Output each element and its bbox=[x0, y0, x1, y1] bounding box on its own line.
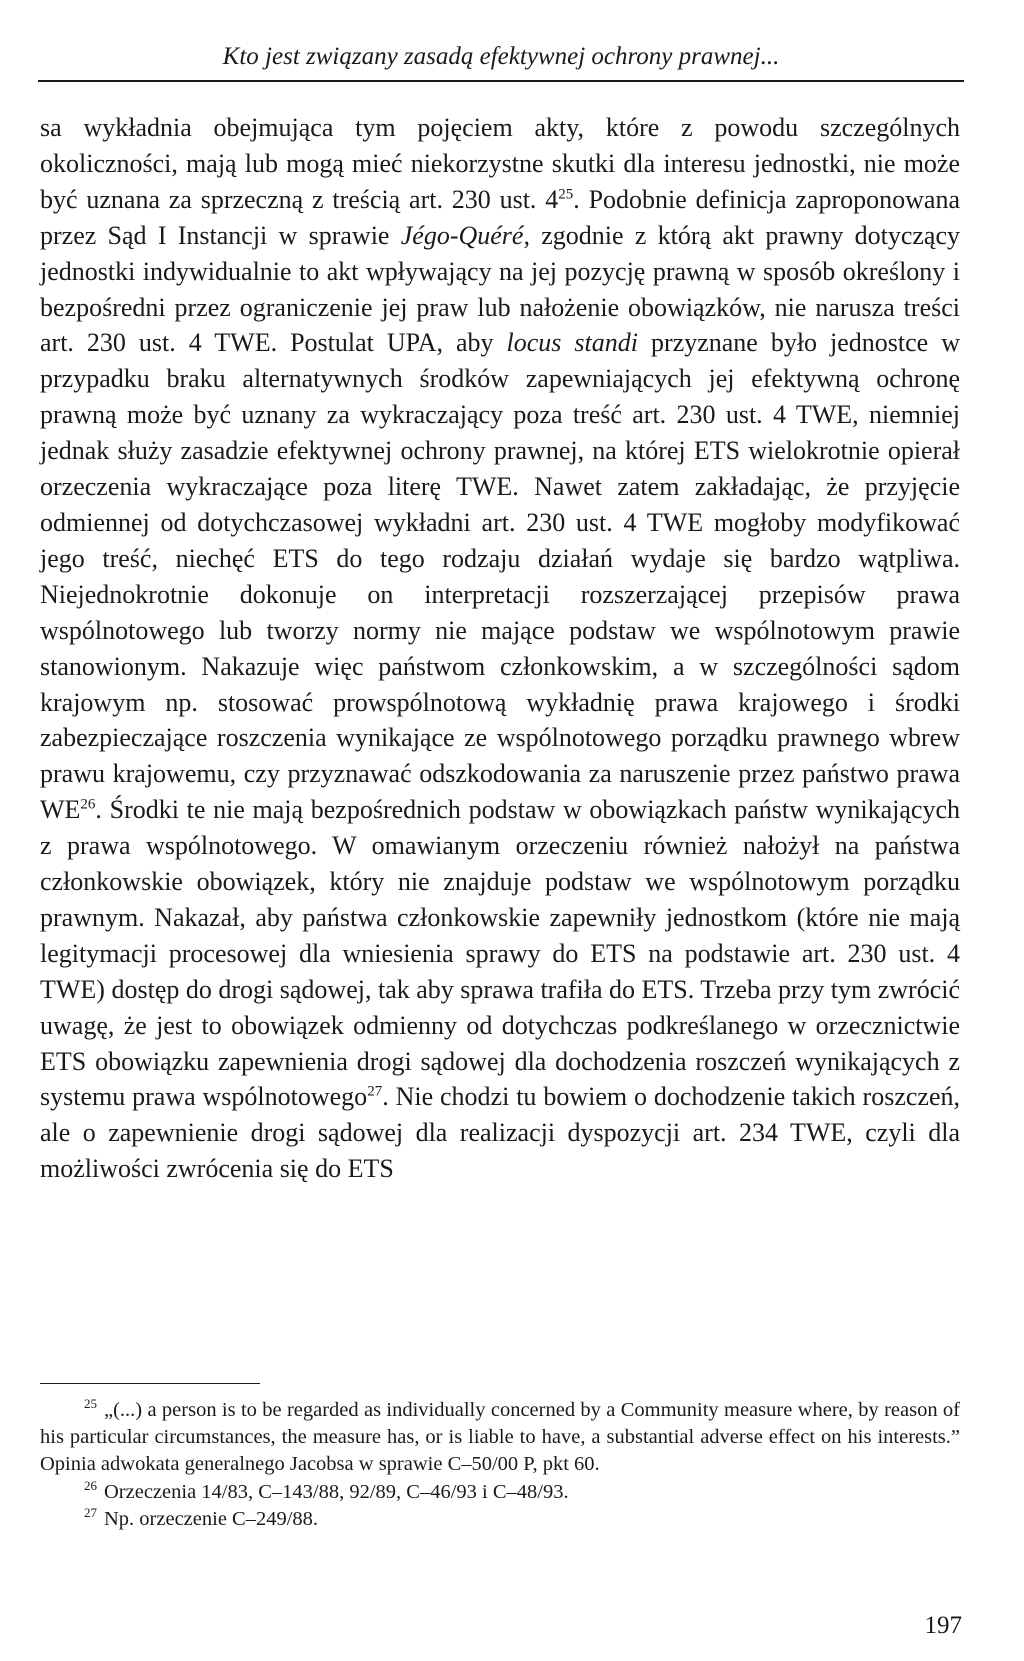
paragraph-text: zgodnie z którą akt prawny dotyczący jednostki indywidualnie to akt wpływający na jej pozycję prawną w sposób określony i bezpośredni przez ograniczenie jej praw lub nałożenie obowiązków, nie narusza treści art. 230 ust. 4 TWE. Postulat UPA, aby bbox=[40, 220, 960, 358]
footnote-ref-26: 26 bbox=[80, 796, 96, 813]
footnote-text: Orzeczenia 14/83, C–143/88, 92/89, C–46/93 i C–48/93. bbox=[104, 1480, 569, 1503]
paragraph-text: . Podobnie definicja zaproponowana przez Sąd I Instancji w sprawie bbox=[40, 184, 960, 250]
footnote-ref-27: 27 bbox=[367, 1083, 383, 1100]
running-header: Kto jest związany zasadą efektywnej ochrony prawnej... bbox=[222, 43, 780, 70]
footnote-26 bbox=[40, 1479, 960, 1506]
footnote-number: 27 bbox=[84, 1504, 97, 1520]
header-rule bbox=[38, 80, 964, 82]
footnote-text: Np. orzeczenie C–249/88. bbox=[104, 1507, 319, 1530]
paragraph-text: sa wykładnia obejmująca tym pojęciem akty, które z powodu szczególnych okoliczności, mają lub mogą mieć niekorzystne skutki dla interesu jednostki, nie może być uznana za sprzeczną z treścią art. 230 ust. 4 bbox=[40, 113, 960, 214]
footnote-number: 26 bbox=[84, 1477, 97, 1493]
footnote-ref-25: 25 bbox=[558, 186, 574, 203]
case-name: Jégo-Quéré, bbox=[400, 220, 530, 250]
footnote-27 bbox=[40, 1506, 960, 1533]
main-paragraph bbox=[40, 110, 960, 1187]
paragraph-text: . Nie chodzi tu bowiem o dochodzenie takich roszczeń, ale o zapewnienie drogi sądowej dla realizacji dyspozycji art. 234 TWE, czyli dla możliwości zwrócenia się do ETS bbox=[40, 1082, 960, 1184]
paragraph-text: . Środki te nie mają bezpośrednich podstaw w obowiązkach państw wynikających z prawa wspólnotowego. W omawianym orzeczeniu również nałożył na państwa członkowskie obowiązek, który nie znajduje podstaw we wspólnotowym porządku prawnym. Nakazał, aby państwa członkowskie zapewniły jednostkom (które nie mają legitymacji procesowej dla wniesienia sprawy do ETS na podstawie art. 230 ust. 4 TWE) dostęp do drogi sądowej, tak aby sprawa trafiła do ETS. Trzeba przy tym zwrócić uwagę, że jest to obowiązek odmienny od dotychczas podkreślanego w orzecznictwie ETS obowiązku zapewnienia drogi sądowej dla dochodzenia roszczeń wynikających z systemu prawa wspólnotowego bbox=[40, 795, 960, 1112]
footnotes bbox=[40, 1397, 960, 1533]
footnote-number: 25 bbox=[84, 1396, 97, 1412]
footnote-separator bbox=[40, 1383, 260, 1384]
page-number: 197 bbox=[924, 1612, 962, 1639]
footnote-text: „(...) a person is to be regarded as individually concerned by a Community measure where, by reason of his particular circumstances, the measure has, or is liable to have, a substantial adverse effect on his interests.” Opinia adwokata generalnego Jacobsa w sprawie C–50/00 P, pkt 60. bbox=[40, 1399, 960, 1476]
paragraph-text: przyznane było jednostce w przypadku braku alternatywnych środków zapewniających jej efektywną ochronę prawną może być uznany za wykraczający poza treść art. 230 ust. 4 TWE, niemniej jednak służy zasadzie efektywnej ochrony prawnej, na której ETS wielokrotnie opierał orzeczenia wykraczające poza literę TWE. Nawet zatem zakładając, że przyjęcie odmiennej od dotychczasowej wykładni art. 230 ust. 4 TWE mogłoby modyfikować jego treść, niechęć ETS do tego rodzaju działań wydaje się bardzo wątpliwa. Niejednokrotnie dokonuje on interpretacji rozszerzającej przepisów prawa wspólnotowego lub tworzy normy nie mające podstaw we wspólnotowym prawie stanowionym. Nakazuje więc państwom członkowskim, a w szczególności sądom krajowym np. stosować prowspólnotową wykładnię prawa krajowego i środki zabezpieczające roszczenia wynikające ze wspólnotowego porządku prawnego wbrew prawu krajowemu, czy przyznawać odszkodowania za naruszenie przez państwo prawa WE bbox=[40, 328, 960, 825]
footnote-25 bbox=[40, 1397, 960, 1479]
latin-term: locus standi bbox=[506, 328, 638, 358]
